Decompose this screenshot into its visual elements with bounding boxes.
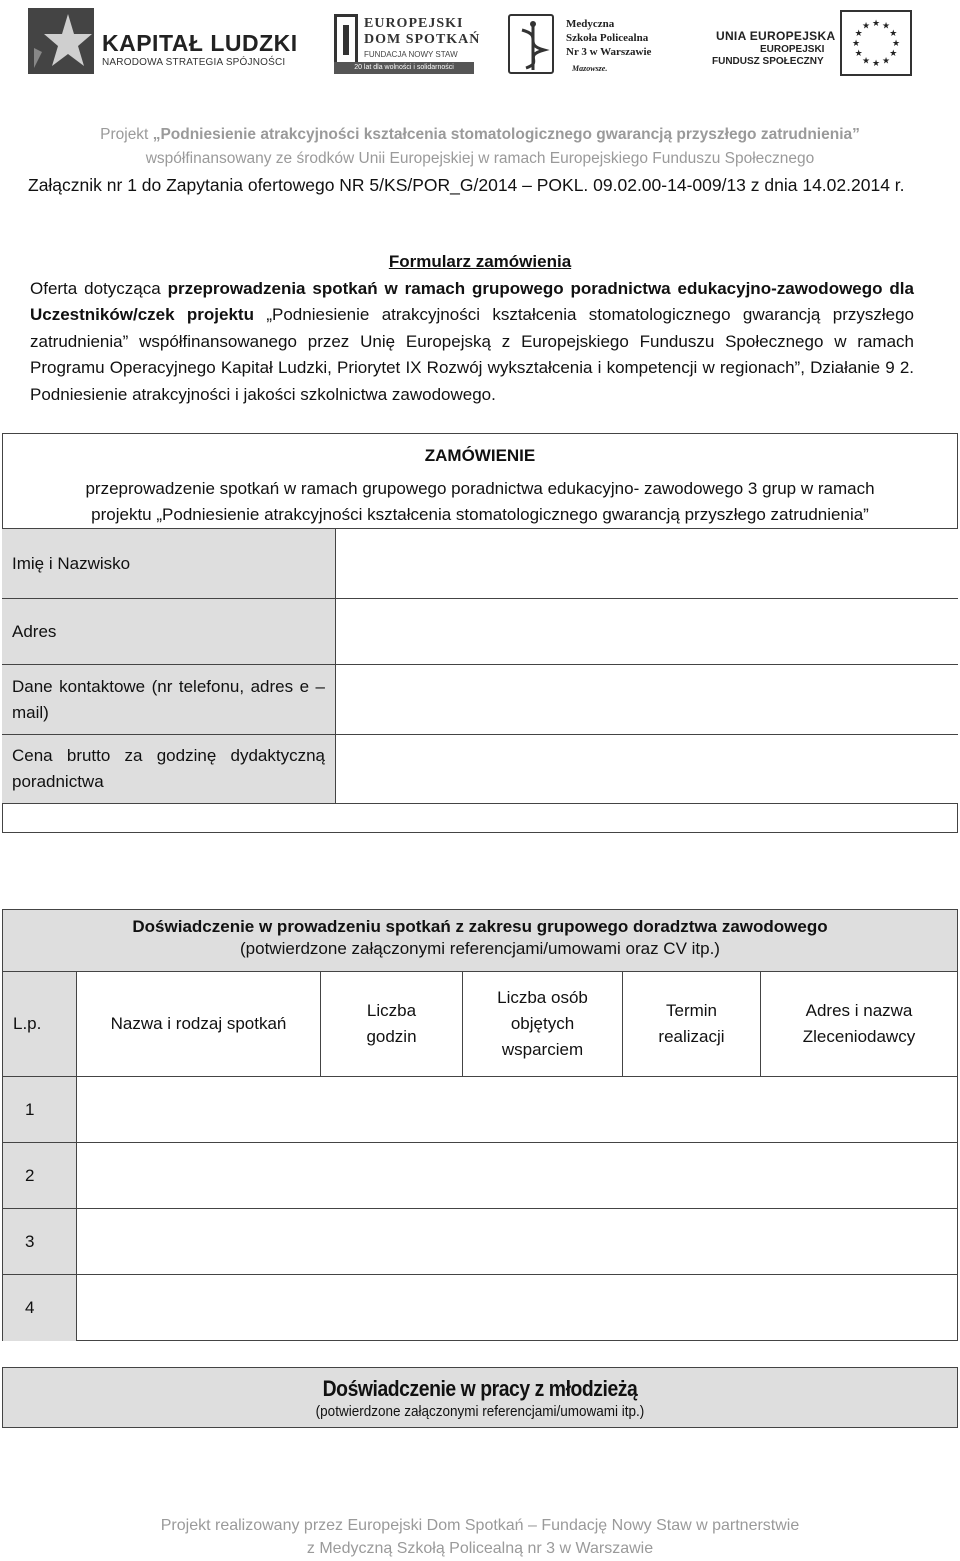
field-name-row [2, 528, 958, 598]
field-contact-label: Dane kontaktowe (nr telefonu, adres e – mail) [2, 665, 336, 734]
field-price-row [2, 734, 958, 804]
table-row [3, 1077, 957, 1143]
eu-star-icon: ★ [854, 28, 863, 38]
eds-line2: DOM SPOTKAŃ [364, 32, 481, 47]
youth-experience-title: Doświadczenie w pracy z młodzieżą [322, 1376, 638, 1401]
annex-reference: Załącznik nr 1 do Zapytania ofertowego NR 5/KS/POR_G/2014 – POKL. 09.02.00-14-009/13 z dnia 14.02.2014 r. [28, 175, 905, 195]
order-description-line2: projektu „Podniesienie atrakcyjności kształcenia stomatologicznego gwarancją przyszłego zatrudnienia” [91, 505, 869, 524]
table-row [3, 1143, 957, 1209]
kapital-ludzki-star-icon [28, 8, 94, 74]
eu-star-icon: ★ [891, 38, 901, 48]
project-header [0, 124, 960, 146]
field-price-input[interactable] [337, 735, 958, 803]
table-row [3, 1209, 957, 1275]
order-description [3, 476, 957, 528]
experience-title: Doświadczenie w prowadzeniu spotkań z zakresu grupowego doradztwa zawodowego [132, 917, 828, 936]
ue-line1: UNIA EUROPEJSKA [716, 29, 836, 43]
eds-building-icon [334, 14, 358, 66]
caduceus-icon [508, 14, 554, 74]
footer-line1: Projekt realizowany przez Europejski Dom Spotkań – Fundację Nowy Staw w partnerstwie [160, 1517, 800, 1534]
col-header-participants: Liczba osób objętych wsparciem [463, 972, 623, 1076]
offer-paragraph [30, 276, 914, 408]
youth-experience-subtitle: (potwierdzone załączonymi referencjami/umowami itp.) [315, 1403, 645, 1420]
unia-europejska-logo [712, 4, 912, 78]
eu-star-icon: ★ [861, 55, 871, 66]
col-header-hours: Liczba godzin [321, 972, 463, 1076]
cofinancing-note: współfinansowany ze środków Unii Europejskiej w ramach Europejskiego Funduszu Społecznego [145, 150, 815, 167]
logo-strip [0, 0, 960, 84]
experience-table [2, 909, 958, 1341]
col-header-client: Adres i nazwa Zleceniodawcy [802, 1001, 916, 1046]
field-address-label: Adres [2, 599, 336, 664]
project-header-prefix: Projekt [100, 126, 153, 143]
row-number: 3 [3, 1209, 77, 1274]
experience-header [3, 910, 957, 972]
msp-line2: Szkoła Policealna [566, 32, 649, 44]
field-address-row [2, 598, 958, 664]
ue-line2: EUROPEJSKI [760, 44, 825, 55]
row-number: 4 [3, 1275, 77, 1341]
eu-star-icon: ★ [871, 58, 881, 68]
col-header-lp: L.p. [3, 972, 77, 1076]
youth-experience-box [2, 1367, 958, 1428]
eds-line1: EUROPEJSKI [364, 16, 464, 31]
project-header-name: „Podniesienie atrakcyjności kształcenia stomatologicznego gwarancją przyszłego zatrudnienia” [152, 126, 860, 143]
table-row [3, 1275, 957, 1341]
footer-line2: z Medyczną Szkołą Policealną nr 3 w Warszawie [306, 1540, 654, 1557]
row-number: 2 [3, 1143, 77, 1208]
eu-star-icon: ★ [854, 48, 863, 58]
field-contact-row [2, 664, 958, 734]
col-header-date: Termin realizacji [623, 972, 761, 1076]
europejski-dom-spotkan-logo [334, 4, 484, 78]
experience-subtitle: (potwierdzone załączonymi referencjami/umowami oraz CV itp.) [240, 939, 720, 958]
order-heading: ZAMÓWIENIE [424, 446, 536, 465]
col-header-meeting-name: Nazwa i rodzaj spotkań [77, 972, 321, 1076]
field-address-input[interactable] [337, 599, 958, 664]
eu-star-icon: ★ [871, 18, 881, 28]
kapital-ludzki-title: KAPITAŁ LUDZKI [102, 30, 298, 56]
field-contact-input[interactable] [337, 665, 958, 734]
offer-text-rest: „Podniesienie atrakcyjności kształcenia stomatologicznego gwarancją przyszłego zatrudnienia” współfinansowanego przez Unię Europejską z Europejskiego Funduszu Społecznego w ramach Programu Operacyjnego Kapitał Ludzki, Priorytet IX Rozwój wykształcenia i kompetencji w regionach”, Działanie 9 2. Podniesienie atrakcyjności i jakości szkolnictwa zawodowego. [30, 305, 915, 404]
eu-star-icon: ★ [851, 38, 861, 48]
field-price-label: Cena brutto za godzinę dydaktyczną poradnictwa [2, 735, 336, 803]
kapital-ludzki-subtitle: NARODOWA STRATEGIA SPÓJNOŚCI [102, 57, 286, 68]
order-description-line1: przeprowadzenie spotkań w ramach grupowego poradnictwa edukacyjno- zawodowego 3 grup w ramach [85, 479, 875, 498]
offer-text-bold: przeprowadzenia spotkań w ramach grupowego poradnictwa edukacyjno-zawodowego dla Uczestników/czek projektu [30, 279, 914, 325]
eu-star-icon: ★ [881, 55, 891, 66]
eds-line3: FUNDACJA NOWY STAW [364, 50, 458, 59]
ue-line3: FUNDUSZ SPOŁECZNY [712, 56, 824, 67]
mazowsze-wordmark: Mazowsze. [572, 64, 608, 73]
field-name-label: Imię i Nazwisko [2, 529, 336, 598]
experience-column-headers [3, 972, 957, 1077]
eu-star-icon: ★ [889, 28, 898, 38]
msp-line3: Nr 3 w Warszawie [566, 46, 652, 58]
eu-star-icon: ★ [861, 20, 871, 31]
msp-line1: Medyczna [566, 18, 615, 30]
eu-star-icon: ★ [889, 48, 898, 58]
field-name-input[interactable] [337, 529, 958, 598]
form-title: Formularz zamówienia [388, 252, 572, 271]
row-number: 1 [3, 1077, 77, 1142]
medyczna-szkola-logo [508, 4, 673, 78]
kapital-ludzki-logo [28, 4, 296, 78]
eu-flag-icon [840, 10, 912, 76]
offer-text-intro: Oferta dotycząca [30, 279, 168, 298]
eds-line4: 20 lat dla wolności i solidarności [334, 62, 474, 74]
eu-star-icon: ★ [881, 20, 891, 31]
